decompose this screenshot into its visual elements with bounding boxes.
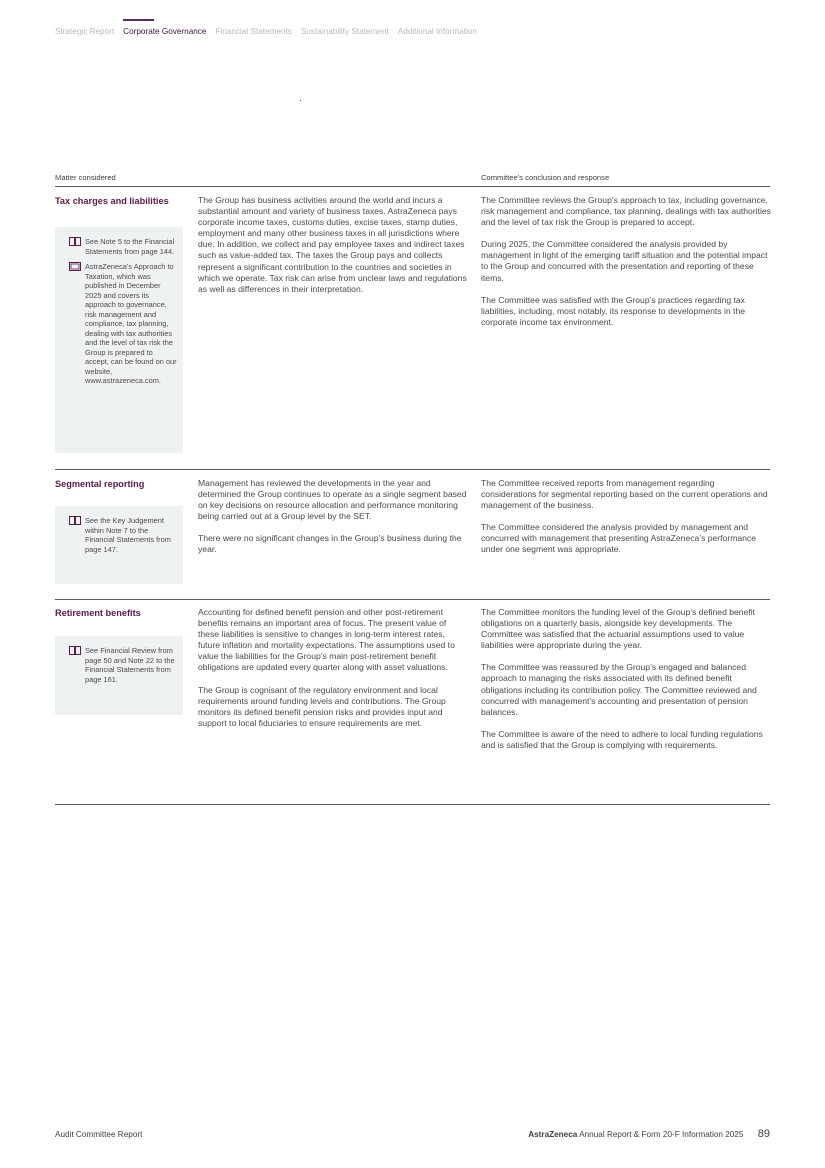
reference-note[interactable]: AstraZeneca’s Approach to Taxation, which was published in December 2025 and covers its approach to governance, risk management and compliance, tax planning, dealing with tax authorities and the level of tax risk the Group is prepared to accept, can be found on our website, www.astrazeneca.com. — [69, 262, 177, 386]
book-icon — [69, 516, 81, 525]
description-tax: The Group has business activities around the world and incurs a substantial amount and variety of business taxes. AstraZeneca pays corporate income taxes, customs duties, excise taxes, stamp duties, employment and many other business taxes in all jurisdictions where due. In addition, we collect and pay employee taxes and indirect taxes such as value-added tax. The taxes the Group pays and collects represent a significant contribution to the countries and societies in which we operate. Tax risk can arise from unclear laws and regulations as well as differences in their interpretation. — [198, 195, 467, 294]
row-divider — [55, 599, 770, 600]
row-title-retirement: Retirement benefits — [55, 608, 141, 618]
page-number: 89 — [757, 1128, 770, 1140]
table-bottom-rule — [55, 804, 770, 805]
book-icon — [69, 646, 81, 655]
header-committee-conclusion: Committee’s conclusion and response — [481, 173, 610, 182]
reference-box-tax — [55, 227, 183, 453]
reference-note[interactable]: See Financial Review from page 50 and Note 22 to the Financial Statements from page 161. — [69, 646, 177, 684]
reference-note[interactable]: See the Key Judgement within Note 7 to the Financial Statements from page 147. — [69, 516, 177, 554]
row-divider — [55, 469, 770, 470]
nav-additional-information[interactable]: Additional Information — [397, 27, 477, 36]
nav-financial-statements[interactable]: Financial Statements — [215, 27, 292, 36]
response-tax: The Committee reviews the Group’s approach to tax, including governance, risk management and compliance, tax planning, dealings with tax authorities and the level of tax risk the Group is prepared to accept. During 2025, the Committee considered the analysis provided by management in light of the emerging tariff situation and the potential impact to the Group and concurred with the presentation and reporting of these items. The Committee was satisfied with the Group’s practices regarding tax liabilities, including, most notably, its response to developments in the corporate income tax environment. — [481, 195, 771, 327]
row-title-tax: Tax charges and liabilities — [55, 196, 169, 206]
stray-mark — [300, 100, 301, 101]
footer-report: Annual Report & Form 20-F Information 2025 — [579, 1130, 744, 1139]
description-retirement: Accounting for defined benefit pension and other post-retirement benefits remains an important area of focus. The present value of these liabilities is sensitive to changes in long-term interest rates, future inflation and mortality expectations. The assumptions used to value the liabilities for the Group’s main post-retirement benefit obligations are updated every quarter along with asset valuations. The Group is cognisant of the regulatory environment and local requirements around funding levels and contributions. The Group monitors its defined benefit pension risks and provides input and support to local fiduciaries to ensure requirements are met. — [198, 607, 455, 728]
reference-note[interactable]: See Note 5 to the Financial Statements from page 144. — [69, 237, 177, 256]
footer-brand: AstraZeneca — [528, 1130, 578, 1139]
description-segmental: Management has reviewed the developments in the year and determined the Group continues to operate as a single segment based on key decisions on resource allocation and performance monitoring being carried out at a Group level by the SET. There were no significant changes in the Group’s business during the year. — [198, 478, 467, 555]
window-icon — [69, 262, 81, 271]
book-icon — [69, 237, 81, 246]
row-title-segmental: Segmental reporting — [55, 479, 145, 489]
footer-report-title — [528, 1128, 770, 1140]
nav-sustainability-statement[interactable]: Sustainability Statement — [300, 27, 389, 36]
header-rule — [55, 186, 770, 187]
response-segmental: The Committee received reports from management regarding considerations for segmental reporting based on the current operations and management of the business. The Committee considered the analysis provided by management and concurred with management that presenting AstraZeneca’s performance under one segment was appropriate. — [481, 478, 768, 555]
section-nav — [55, 27, 486, 36]
footer-section: Audit Committee Report — [55, 1130, 143, 1139]
reference-box-segmental — [55, 506, 183, 584]
header-matter-considered: Matter considered — [55, 173, 116, 182]
reference-box-retirement — [55, 636, 183, 715]
response-retirement: The Committee monitors the funding level of the Group’s defined benefit obligations on a quarterly basis, alongside key developments. The Committee was satisfied that the actuarial assumptions used to value liabilities were appropriate during the year. The Committee was reassured by the Group’s engaged and balanced approach to managing the risks associated with its defined benefit obligations including its contribution policy. The Committee reviewed and concurred with management’s accounting and presentation of pension balances. The Committee is aware of the need to adhere to local funding regulations and is satisfied that the Group is complying with requirements. — [481, 607, 763, 750]
nav-corporate-governance[interactable]: Corporate Governance — [123, 27, 207, 36]
nav-strategic-report[interactable]: Strategic Report — [55, 27, 115, 36]
